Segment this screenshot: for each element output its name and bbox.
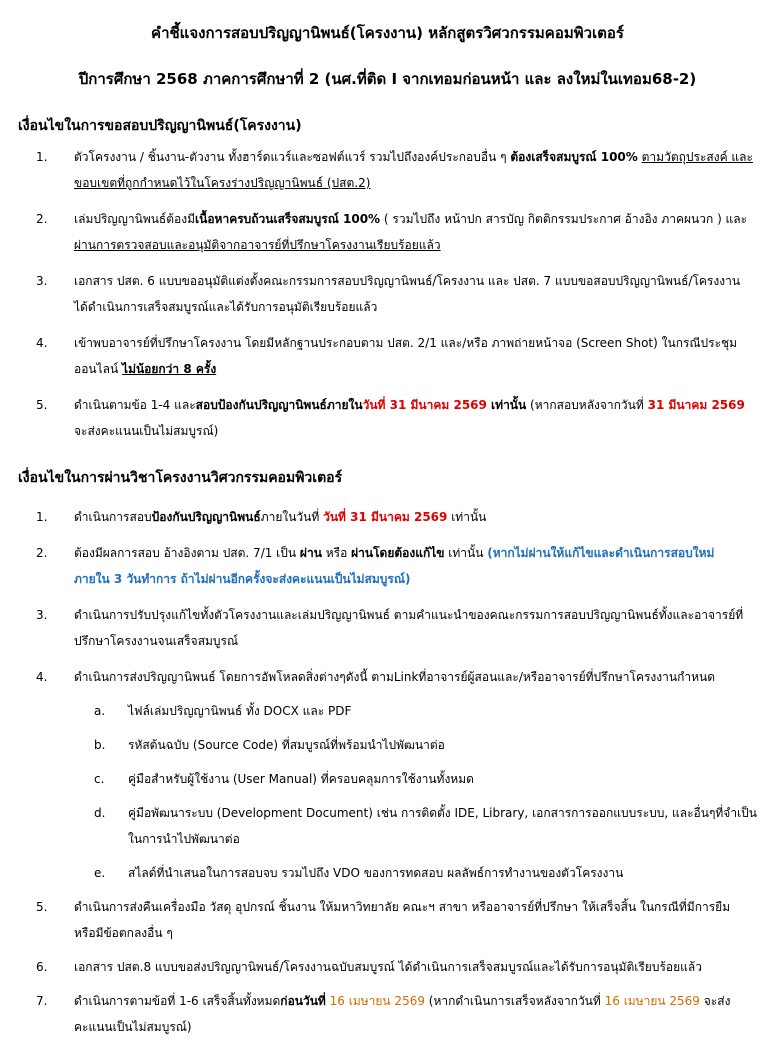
- list-item: [18, 602, 757, 654]
- item-number: 1.: [36, 150, 48, 164]
- list-item: [18, 504, 757, 530]
- deadline-date: 16 เมษายน 2569: [325, 994, 425, 1008]
- sub-list-item: [94, 766, 757, 792]
- text-segment: เข้าพบอาจารย์ที่ปรึกษาโครงงาน โดยมีหลักฐานประกอบตาม ปสต. 2/1 และ/หรือ ภาพถ่ายหน้าจอ (Screen Shot) ในกรณีประชุม: [74, 336, 738, 350]
- item-number: 4.: [36, 670, 48, 684]
- item-number: 5.: [36, 900, 48, 914]
- item-number: 6.: [36, 960, 48, 974]
- item-text: [60, 988, 757, 1040]
- text-segment: หรือ: [321, 546, 352, 560]
- item-number: 3.: [36, 274, 48, 288]
- item-text: เอกสาร ปสต.8 แบบขอส่งปริญญานิพนธ์/โครงงานฉบับสมบูรณ์ ได้ดำเนินการเสร็จสมบูรณ์และได้รับการอนุมัติเรียบร้อยแล้ว: [74, 960, 702, 974]
- document-title: คำชี้แจงการสอบปริญญานิพนธ์(โครงงาน) หลักสูตรวิศวกรรมคอมพิวเตอร์: [151, 24, 624, 42]
- bold-segment: ต้องเสร็จสมบูรณ์ 100%: [510, 150, 638, 164]
- bold-segment: ผ่าน: [299, 546, 322, 560]
- text-segment: ได้ดำเนินการเสร็จสมบูรณ์และได้รับการอนุมัติเรียบร้อยแล้ว: [74, 300, 378, 314]
- text-segment: (หากสอบหลังจากวันที่: [526, 398, 648, 412]
- bold-segment: เท่านั้น: [486, 398, 527, 412]
- text-segment: ดำเนินการส่งคืนเครื่องมือ วัสดุ อุปกรณ์ ชิ้นงาน ให้มหาวิทยาลัย คณะฯ สาขา หรืออาจารย์ที่ปรึกษา ให้เสร็จสิ้น ในกรณีที่มีการยืม: [74, 900, 731, 914]
- sub-item-letter: a.: [94, 704, 106, 718]
- sub-list-item: [94, 698, 757, 724]
- list-item: [18, 664, 757, 690]
- sub-list-item: [94, 860, 757, 886]
- text-segment: ดำเนินตามข้อ 1-4 และ: [74, 398, 196, 412]
- sub-item-letter: b.: [94, 738, 106, 752]
- item-text: [60, 144, 757, 196]
- text-segment: หรือมีข้อตกลงอื่น ๆ: [74, 926, 173, 940]
- text-segment: เท่านั้น: [444, 546, 488, 560]
- text-segment: คู่มือพัฒนาระบบ (Development Document) เช่น การติดตั้ง IDE, Library, เอกสารการออกแบบระบบ, และอื่นๆที่จำเป็น: [128, 806, 757, 820]
- bold-segment: เนื้อหาครบถ้วนเสร็จสมบูรณ์ 100%: [195, 212, 381, 226]
- text-segment: ดำเนินการสอบ: [74, 510, 152, 524]
- item-text: [60, 504, 757, 530]
- item-text: [60, 330, 757, 382]
- text-segment: เล่มปริญญานิพนธ์ต้องมี: [74, 212, 196, 226]
- item-number: 4.: [36, 336, 48, 350]
- section-heading-pass-conditions: เงื่อนไขในการผ่านวิชาโครงงานวิศวกรรมคอมพิวเตอร์: [18, 470, 343, 486]
- text-segment: จะส่ง: [699, 994, 731, 1008]
- item-text: ดำเนินการส่งปริญญานิพนธ์ โดยการอัพโหลดสิ่งต่างๆดังนี้ ตามLinkที่อาจารย์ผู้สอนและ/หรืออาจารย์ที่ปรึกษาโครงงานกำหนด: [74, 670, 715, 684]
- item-number: 2.: [36, 546, 48, 560]
- list-item: [18, 988, 757, 1040]
- text-segment: เท่านั้น: [447, 510, 487, 524]
- list-item: [18, 540, 757, 592]
- text-segment: ภายในวันที่: [260, 510, 324, 524]
- bold-segment: ป้องกันปริญญานิพนธ์: [151, 510, 261, 524]
- underlined-segment: ผ่านการตรวจสอบและอนุมัติจากอาจารย์ที่ปรึกษาโครงงานเรียบร้อยแล้ว: [74, 238, 441, 252]
- text-segment: ตัวโครงงาน / ชิ้นงาน-ตัวงาน ทั้งฮาร์ดแวร์และซอฟต์แวร์ รวมไปถึงองค์ประกอบอื่น ๆ: [74, 150, 511, 164]
- sub-list-item: [94, 732, 757, 758]
- item-text: [60, 602, 757, 654]
- text-segment: ปรึกษาโครงงานจนเสร็จสมบูรณ์: [74, 634, 239, 648]
- list-item: [18, 206, 757, 258]
- sub-item-text: คู่มือสำหรับผู้ใช้งาน (User Manual) ที่ครอบคลุมการใช้งานทั้งหมด: [128, 772, 474, 786]
- bold-segment: ก่อนวันที่: [280, 994, 326, 1008]
- deadline-date: วันที่ 31 มีนาคม 2569: [362, 398, 487, 412]
- list-item: [18, 894, 757, 946]
- pass-conditions-list: [18, 504, 757, 1040]
- item-text: [60, 540, 757, 592]
- list-item: [18, 392, 757, 444]
- list-item: [18, 144, 757, 196]
- item-text: [60, 894, 757, 946]
- section-heading-exam-conditions: เงื่อนไขในการขอสอบปริญญานิพนธ์(โครงงาน): [18, 118, 302, 134]
- text-segment: ออนไลน์: [74, 362, 123, 376]
- item-text: [60, 268, 757, 320]
- document-subtitle: ปีการศึกษา 2568 ภาคการศึกษาที่ 2 (นศ.ที่ติด I จากเทอมก่อนหน้า และ ลงใหม่ในเทอม68-2): [78, 70, 697, 88]
- item-number: 3.: [36, 608, 48, 622]
- sub-item-text: ไฟล์เล่มปริญญานิพนธ์ ทั้ง DOCX และ PDF: [128, 704, 352, 718]
- item-text: [60, 206, 757, 258]
- sub-item-letter: e.: [94, 866, 106, 880]
- list-item: [18, 330, 757, 382]
- blue-note: (หากไม่ผ่านให้แก้ไขและดำเนินการสอบใหม่: [487, 546, 715, 560]
- text-segment: คะแนนเป็นไม่สมบูรณ์): [74, 1020, 192, 1034]
- sub-item-letter: d.: [94, 806, 106, 820]
- text-segment: ในการนำไปพัฒนาต่อ: [128, 832, 240, 846]
- list-item: [18, 268, 757, 320]
- item-text: [60, 392, 757, 444]
- text-segment: เอกสาร ปสต. 6 แบบขออนุมัติแต่งตั้งคณะกรรมการสอบปริญญานิพนธ์/โครงงาน และ ปสต. 7 แบบขอสอบปริญญานิพนธ์/โครงงาน: [74, 274, 741, 288]
- deadline-date: 16 เมษายน 2569: [604, 994, 700, 1008]
- sub-item-text: สไลด์ที่นำเสนอในการสอบจบ รวมไปถึง VDO ของการทดสอบ ผลลัพธ์การทำงานของตัวโครงงาน: [128, 866, 624, 880]
- text-segment: ดำเนินการตามข้อที่ 1-6 เสร็จสิ้นทั้งหมด: [74, 994, 281, 1008]
- text-segment: ต้องมีผลการสอบ อ้างอิงตาม ปสต. 7/1 เป็น: [74, 546, 300, 560]
- sub-list-item: [94, 800, 757, 852]
- bold-segment: ผ่านโดยต้องแก้ไข: [351, 546, 445, 560]
- blue-note: ภายใน 3 วันทำการ ถ้าไม่ผ่านอีกครั้งจะส่งคะแนนเป็นไม่สมบูรณ์): [74, 572, 411, 586]
- text-segment: (หากดำเนินการเสร็จหลังจากวันที่: [424, 994, 605, 1008]
- item-number: 2.: [36, 212, 48, 226]
- sub-item-text: [128, 800, 757, 852]
- list-item: [18, 954, 757, 980]
- item-number: 7.: [36, 994, 48, 1008]
- underlined-segment: ขอบเขตที่ถูกกำหนดไว้ในโครงร่างปริญญานิพนธ์ (ปสต.2): [74, 176, 371, 190]
- deadline-date: 31 มีนาคม 2569: [647, 398, 745, 412]
- text-segment: จะส่งคะแนนเป็นไม่สมบูรณ์): [74, 424, 219, 438]
- sub-item-text: รหัสต้นฉบับ (Source Code) ที่สมบูรณ์ที่พร้อมนำไปพัฒนาต่อ: [128, 738, 445, 752]
- sub-item-letter: c.: [94, 772, 105, 786]
- deadline-date: วันที่ 31 มีนาคม 2569: [323, 510, 448, 524]
- exam-conditions-list: [18, 144, 757, 444]
- text-segment: ( รวมไปถึง หน้าปก สารบัญ กิตติกรรมประกาศ อ้างอิง ภาคผนวก ) และ: [380, 212, 748, 226]
- underlined-segment: ตามวัตถุประสงค์ และ: [641, 150, 753, 164]
- text-segment: ดำเนินการปรับปรุงแก้ไขทั้งตัวโครงงานและเล่มปริญญานิพนธ์ ตามคำแนะนำของคณะกรรมการสอบปริญญานิพนธ์ทั้งและอาจารย์ที่: [74, 608, 744, 622]
- bold-segment: สอบป้องกันปริญญานิพนธ์ภายใน: [195, 398, 363, 412]
- item-number: 1.: [36, 510, 48, 524]
- item-number: 5.: [36, 398, 48, 412]
- bold-underlined-segment: ไม่น้อยกว่า 8 ครั้ง: [122, 362, 217, 376]
